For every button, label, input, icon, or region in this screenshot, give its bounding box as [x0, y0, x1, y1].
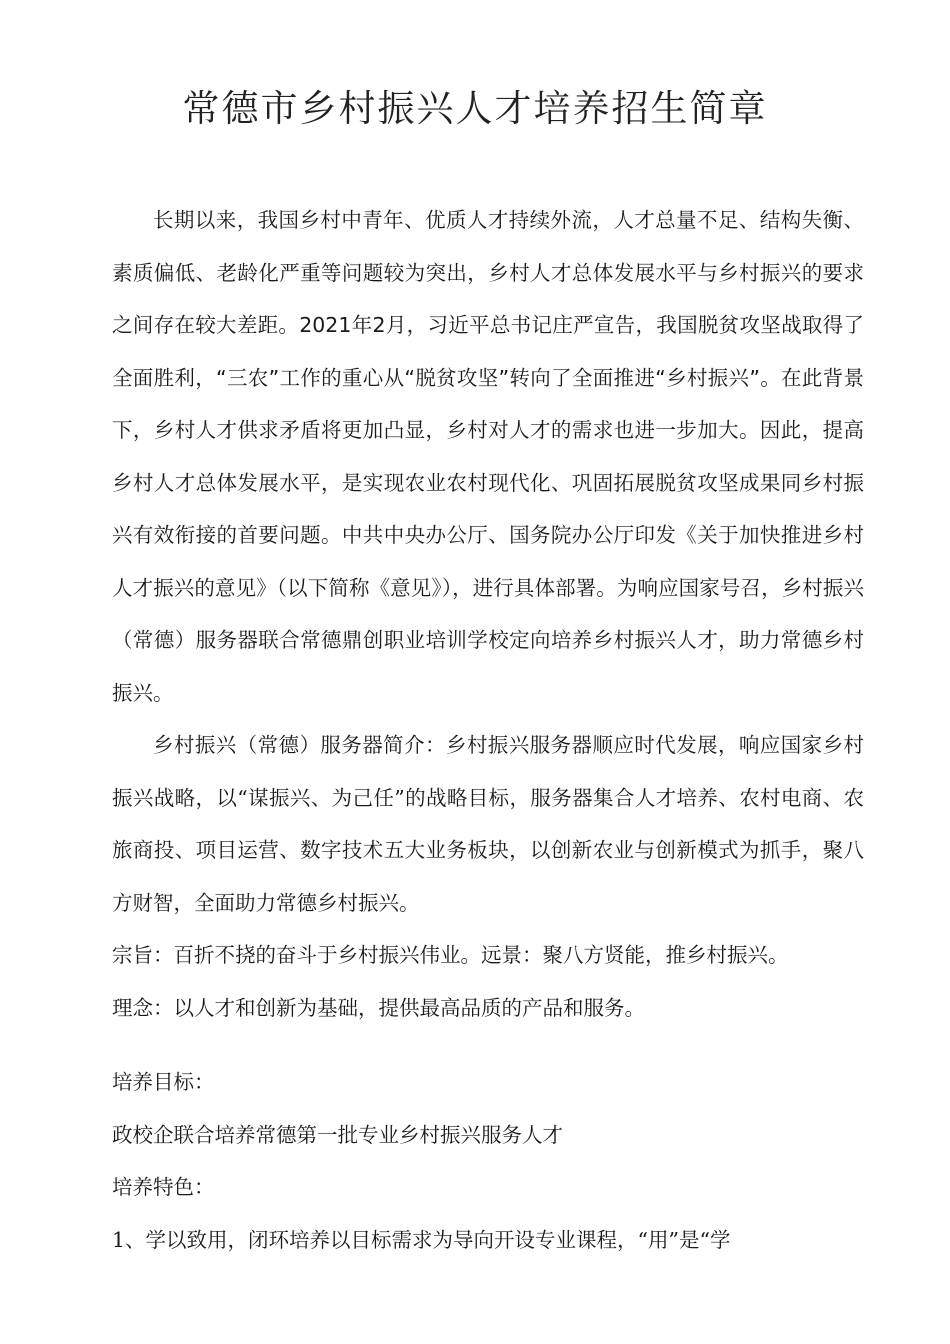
feature-item-1: 1、学以致用，闭环培养以目标需求为导向开设专业课程，“用”是“学	[112, 1227, 731, 1252]
goal-heading: 培养目标：	[112, 1070, 215, 1094]
server-intro-paragraph	[112, 719, 864, 929]
server-intro-part1: 乡村振兴（常德）服务器简介：乡村振兴服务器顺应时代发展，响应	[153, 733, 781, 757]
server-intro-part3: 服务器集合人才培养、农村电商、农旅商投、项目运营、数字技术五大业务板块，	[112, 785, 864, 862]
goal-text: 政校企联合培养常德第一批专业乡村振兴服务人才	[112, 1122, 563, 1147]
intro-text-part2: 中共中央办公厅、国务院办公厅印发《关于加快推进乡村人才振兴的意见》（以下简称《意见》），进行具体部署。为响应国家号召，乡村振兴（常德）服务器联合常德鼎创职业培训学校定向培养乡村振兴人才，助力常德乡村振兴。	[112, 523, 865, 705]
server-intro-part4: 以创新农业与创新模式为抓手，聚八方财智，全面助力常德乡村振兴。	[112, 838, 864, 915]
document-body	[112, 194, 864, 1266]
section-spacer	[112, 1034, 864, 1056]
mission-line: 宗旨：百折不挠的奋斗于乡村振兴伟业。远景：聚八方贤能，推乡村振兴。	[112, 943, 789, 967]
intro-text-part1: 长期以来，我国乡村中青年、优质人才持续外流，人才总量不足、结构失衡、素质偏低、老龄化严重等问题较为突出，乡村人才总体发展水平与乡村振兴的要求之间存在较大差距。2021年2月，习近平总书记庄严宣告，我国脱贫攻坚战取得了全面胜利，“三农”工作的重心从“脱贫攻坚”转向了全面推进“乡村振兴”。在此背景下，乡村人才供求矛盾将更加凸显，乡村对人才的需求也进一步加大。因此，提高乡村人才总体发展水平，是实现农业农村现代化、巩固拓展脱贫攻坚成果同乡村振兴有效衔接的首要问题。	[112, 208, 864, 547]
server-intro-part2: 国家乡村振兴战略，以“谋振兴、为己任”的战略目标，	[112, 733, 865, 810]
philosophy-line: 理念：以人才和创新为基础，提供最高品质的产品和服务。	[112, 995, 645, 1020]
document-title: 常德市乡村振兴人才培养招生简章	[182, 87, 768, 130]
intro-paragraph	[112, 194, 864, 719]
feature-heading: 培养特色：	[112, 1175, 215, 1199]
